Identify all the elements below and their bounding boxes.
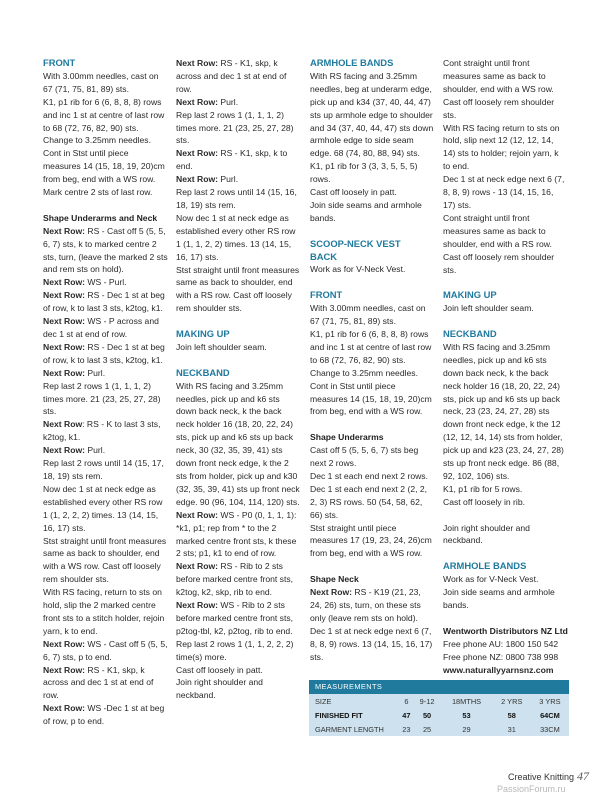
instruction-row bbox=[176, 509, 301, 561]
paragraph: Change to 3.25mm needles. bbox=[43, 135, 151, 146]
row-label: Next Row: bbox=[43, 664, 86, 675]
row-text: RS - K1, skp, k across and dec 1 st at end of row. bbox=[176, 58, 287, 94]
table-cell: 9-12 bbox=[419, 696, 435, 706]
page-footer bbox=[508, 769, 589, 784]
row-text: WS - Rib to 2 sts before marked centre front sts, p2tog-tbl, k2, p2tog, rib to end. bbox=[176, 600, 294, 636]
paragraph: K1, p1 rib for 6 (6, 8, 8, 8) rows and inc 1 st at centre of last row to 68 (72, 76, 82, 90) sts. bbox=[43, 96, 165, 133]
table-cell: 53 bbox=[462, 710, 471, 720]
paragraph: Cast off loosely in patt. bbox=[176, 664, 263, 675]
making-up-heading: MAKING UP bbox=[176, 328, 230, 340]
table-cell: 31 bbox=[507, 724, 516, 734]
row-label: Next Row: bbox=[176, 174, 219, 185]
spacer bbox=[310, 560, 435, 573]
watermark: PassionForum.ru bbox=[497, 784, 566, 794]
row-label: Next Row: bbox=[43, 277, 86, 288]
paragraph: With 3.00mm needles, cast on 67 (71, 75, 81, 89) sts. bbox=[310, 303, 426, 327]
paragraph: With RS facing, return to sts on hold, slip the 2 marked centre front sts to a stitch holder, rejoin yarn, k to end. bbox=[43, 587, 165, 636]
table-cell: 47 bbox=[402, 710, 411, 720]
table-cell: GARMENT LENGTH bbox=[315, 724, 384, 734]
paragraph: Cast off 5 (5, 5, 6, 7) sts beg next 2 rows. bbox=[310, 445, 419, 469]
distributor-name: Wentworth Distributors NZ Ltd bbox=[443, 625, 568, 636]
spacer bbox=[310, 276, 435, 289]
spacer bbox=[443, 612, 568, 625]
instruction-row bbox=[176, 57, 301, 96]
paragraph: With 3.00mm needles, cast on 67 (71, 75, 81, 89) sts. bbox=[43, 70, 159, 94]
row-text: Purl. bbox=[218, 96, 239, 107]
instruction-row bbox=[43, 276, 168, 289]
spacer bbox=[43, 199, 168, 212]
paragraph: Change to 3.25mm needles. bbox=[310, 367, 418, 378]
table-cell: 18MTHS bbox=[451, 696, 482, 706]
paragraph: Cont in Stst until piece measures 14 (15, 18, 19, 20)cm from beg, end with a WS row. bbox=[43, 148, 165, 185]
spacer bbox=[443, 276, 568, 289]
paragraph: Stst straight until piece measures 17 (19, 23, 24, 26)cm from beg, end with a WS row. bbox=[310, 522, 432, 559]
paragraph: Now dec 1 st at neck edge as established every other RS row 1 (1, 1, 2, 2) times. 13 (14, 15, 16, 17) sts. bbox=[176, 212, 296, 262]
row-label: Next Row: bbox=[43, 367, 86, 378]
table-row bbox=[309, 722, 569, 736]
paragraph: Rep last 2 rows until 14 (15, 16, 18, 19) sts rem. bbox=[176, 187, 297, 210]
column-1 bbox=[43, 57, 168, 728]
row-label: Next Row: bbox=[176, 509, 219, 520]
paragraph: Work as for V-Neck Vest. bbox=[443, 574, 539, 585]
measurements-title: MEASUREMENTS bbox=[309, 680, 569, 694]
instruction-row bbox=[43, 702, 168, 728]
instruction-row bbox=[43, 418, 168, 444]
instruction-row bbox=[43, 367, 168, 380]
paragraph: Join side seams and armhole bands. bbox=[443, 587, 555, 610]
paragraph: Rep last 2 rows until 14 (15, 17, 18, 19) sts rem. bbox=[43, 458, 164, 481]
row-text: RS - Dec 1 st at beg of row, k to last 3 sts, k2tog, k1. bbox=[43, 290, 165, 314]
paragraph: With RS facing and 3.25mm needles, pick up and k6 sts down back neck, k the back neck holder 16 (18, 20, 22, 24) sts, pick up and k6 sts up back neck, 30 (32, 35, 39, 41) sts down front neck edge, k the 2 sts from holder, pick up and k30 (32, 35, 39, 41) sts up front neck edge. 90 (96, 104, 114, 120) sts. bbox=[176, 380, 300, 507]
table-row bbox=[309, 708, 569, 722]
row-label: Next Row bbox=[43, 419, 83, 430]
paragraph: K1, p1 rib for 3 (3, 3, 5, 5, 5) rows. bbox=[310, 161, 418, 185]
instruction-row bbox=[43, 225, 168, 277]
instruction-row bbox=[43, 341, 168, 367]
paragraph: Join left shoulder seam. bbox=[443, 303, 534, 314]
paragraph: Cast off loosely in patt. bbox=[310, 187, 397, 198]
row-text: Purl. bbox=[218, 174, 239, 185]
paragraph: Join right shoulder and neckband. bbox=[443, 522, 530, 546]
paragraph: Dec 1 st at neck edge next 6 (7, 8, 8, 9) rows - 13 (14, 15, 16, 17) sts. bbox=[443, 174, 565, 210]
table-cell: SIZE bbox=[315, 696, 332, 706]
table-cell: 33CM bbox=[540, 724, 560, 734]
table-cell: FINISHED FIT bbox=[315, 710, 363, 720]
instruction-row bbox=[43, 289, 168, 315]
row-label: Next Row: bbox=[176, 561, 219, 572]
measurements-table bbox=[309, 680, 569, 736]
paragraph: Dec 1 st each end next 2 (2, 2, 2, 3) RS rows. 50 (54, 58, 62, 66) sts. bbox=[310, 483, 428, 520]
row-label: Next Row: bbox=[43, 445, 86, 456]
paragraph: Now dec 1 st at neck edge as established every other RS row 1 (1, 2, 2, 2) times. 13 (14, 15, 16, 17) sts. bbox=[43, 483, 163, 533]
neckband-heading: NECKBAND bbox=[443, 328, 497, 339]
instruction-row bbox=[43, 664, 168, 703]
paragraph: Cont straight until front measures same as back to shoulder, end with a WS row. Cast off loosely rem shoulder sts. bbox=[443, 58, 555, 120]
table-cell: 29 bbox=[462, 724, 471, 734]
row-text: WS - P0 (0, 1, 1, 1): *k1, p1; rep from * to the 2 marked centre front sts, k these 2 sts; p1, k1 to end of row. bbox=[176, 509, 297, 559]
page-number: 47 bbox=[577, 769, 590, 783]
paragraph: Join side seams and armhole bands. bbox=[310, 199, 422, 223]
subheading: Shape Underarms bbox=[310, 432, 384, 443]
paragraph: K1, p1 rib for 5 rows. bbox=[443, 483, 523, 494]
table-row bbox=[309, 694, 569, 708]
magazine-name: Creative Knitting bbox=[508, 772, 575, 782]
row-text: WS - Cast off 5 (5, 5, 6, 7) sts, p to end. bbox=[43, 638, 168, 662]
row-text: RS - K19 (21, 23, 24, 26) sts, turn, on these sts only (leave rem sts on hold). bbox=[310, 587, 421, 623]
instruction-row bbox=[43, 638, 168, 664]
paragraph: With RS facing and 3.25mm needles, beg at underarm edge, pick up and k34 (37, 40, 44, 47) sts up armhole edge to shoulder and 34 (37, 40, 44, 47) sts down armhole edge to side seam edge. 68 (74, 80, 88, 94) sts. bbox=[310, 70, 434, 159]
row-text: Purl. bbox=[85, 367, 106, 378]
instruction-row bbox=[176, 147, 301, 173]
row-label: Next Row: bbox=[176, 58, 219, 68]
subheading: Shape Underarms and Neck bbox=[43, 212, 158, 223]
instruction-row bbox=[176, 560, 301, 599]
paragraph: Cast off loosely in rib. bbox=[443, 496, 525, 507]
paragraph: Cont straight until front measures same as back to shoulder, end with a RS row. Cast off loosely rem shoulder sts. bbox=[443, 212, 555, 275]
column-2 bbox=[176, 57, 301, 702]
instruction-row bbox=[176, 599, 301, 638]
spacer bbox=[176, 315, 301, 328]
paragraph: K1, p1 rib for 6 (6, 8, 8, 8) rows and inc 1 st at centre of last row to 68 (72, 76, 82, 90) sts. bbox=[310, 329, 432, 365]
paragraph: Join left shoulder seam. bbox=[176, 341, 267, 352]
paragraph: Join right shoulder and neckband. bbox=[176, 677, 263, 701]
back-heading: BACK bbox=[310, 250, 338, 262]
row-text: RS - Cast off 5 (5, 5, 6, 7) sts, k to marked centre 2 sts, turn, (leave the marked 2 sts and rem sts on hold). bbox=[43, 225, 168, 275]
table-cell: 58 bbox=[507, 710, 516, 720]
row-label: Next Row: bbox=[43, 341, 86, 352]
row-text: WS - Purl. bbox=[85, 277, 127, 288]
column-3 bbox=[310, 57, 435, 664]
table-cell: 50 bbox=[422, 710, 432, 720]
row-label: Next Row: bbox=[43, 638, 86, 649]
paragraph: Rep last 2 rows 1 (1, 1, 2, 2, 2) time(s) more. bbox=[176, 638, 294, 662]
paragraph: Rep last 2 rows 1 (1, 1, 1, 2) times more. 21 (23, 25, 27, 28) sts. bbox=[176, 109, 294, 146]
paragraph: Rep last 2 rows 1 (1, 1, 1, 2) times more. 21 (23, 25, 27, 28) sts. bbox=[43, 380, 161, 417]
paragraph: Work as for V-Neck Vest. bbox=[310, 264, 406, 275]
front-heading: FRONT bbox=[310, 289, 343, 301]
column-4 bbox=[443, 57, 568, 676]
instruction-row bbox=[310, 586, 435, 625]
table-cell: 3 YRS bbox=[539, 696, 561, 706]
row-text: Purl. bbox=[85, 445, 106, 456]
website-link[interactable]: www.naturallyyarnsnz.com bbox=[443, 664, 554, 675]
table-cell: 2 YRS bbox=[501, 696, 523, 706]
paragraph: Dec 1 st each end next 2 rows. bbox=[310, 470, 428, 481]
paragraph: Stst straight until front measures same as back to shoulder, end with a RS row. Cast off loosely rem shoulder sts. bbox=[176, 264, 300, 314]
table-cell: 25 bbox=[422, 724, 432, 734]
phone-nz: Free phone NZ: 0800 738 998 bbox=[443, 651, 559, 662]
paragraph: Dec 1 st at neck edge next 6 (7, 8, 8, 9) rows. 13 (14, 15, 16, 17) sts. bbox=[310, 625, 433, 662]
table-cell: 64CM bbox=[540, 710, 560, 720]
row-text: RS - Dec 1 st at beg of row, k to last 3 sts, k2tog, k1. bbox=[43, 341, 165, 365]
front-heading: FRONT bbox=[43, 57, 76, 68]
spacer bbox=[443, 315, 568, 328]
spacer bbox=[310, 418, 435, 431]
row-text: WS - P across and dec 1 st at end of row. bbox=[43, 316, 159, 340]
row-label: Next Row: bbox=[43, 225, 86, 236]
neckband-heading: NECKBAND bbox=[176, 366, 230, 378]
instruction-row bbox=[176, 96, 301, 109]
table-cell: 6 bbox=[404, 696, 409, 706]
spacer bbox=[310, 225, 435, 238]
spacer bbox=[443, 509, 568, 522]
armhole-bands-heading: ARMHOLE BANDS bbox=[443, 560, 527, 572]
paragraph: Cont in Stst until piece measures 14 (15, 18, 19, 20)cm from beg, end with a WS row. bbox=[310, 380, 432, 417]
spacer bbox=[176, 354, 301, 367]
instruction-row bbox=[43, 444, 168, 457]
subheading: Shape Neck bbox=[310, 574, 359, 585]
row-label: Next Row: bbox=[43, 290, 86, 301]
row-label: Next Row: bbox=[176, 96, 219, 107]
row-label: Next Row: bbox=[43, 703, 86, 714]
spacer bbox=[443, 547, 568, 560]
scoop-neck-heading: SCOOP-NECK VEST bbox=[310, 237, 401, 249]
table-cell: 23 bbox=[402, 724, 411, 734]
instruction-row bbox=[176, 173, 301, 186]
row-label: Next Row: bbox=[176, 148, 219, 159]
row-label: Next Row: bbox=[176, 600, 219, 611]
armhole-bands-heading: ARMHOLE BANDS bbox=[310, 57, 394, 68]
paragraph: Stst straight until front measures same as back to shoulder, end with a WS row. Cast off loosely rem shoulder sts. bbox=[43, 535, 167, 585]
row-label: Next Row: bbox=[310, 587, 353, 598]
row-text: RS - Rib to 2 sts before marked centre front sts, k2tog, k2, skp, rib to end. bbox=[176, 561, 294, 598]
making-up-heading: MAKING UP bbox=[443, 289, 497, 301]
instruction-row bbox=[43, 315, 168, 341]
row-text: RS - K1, skp, k across and dec 1 st at end of row. bbox=[43, 664, 154, 701]
paragraph: With RS facing return to sts on hold, slip next 12 (12, 12, 14, 14) sts to holder; rejoin yarn, k to end. bbox=[443, 122, 560, 172]
row-text: RS - K1, skp, k to end. bbox=[176, 148, 288, 172]
row-text: : RS - K to last 3 sts, k2tog, k1. bbox=[43, 419, 161, 443]
phone-au: Free phone AU: 1800 150 542 bbox=[443, 638, 559, 649]
measurements-grid bbox=[309, 694, 569, 736]
paragraph: Mark centre 2 sts of last row. bbox=[43, 187, 153, 198]
row-text: WS -Dec 1 st at beg of row, p to end. bbox=[43, 703, 165, 727]
row-label: Next Row: bbox=[43, 316, 86, 327]
paragraph: With RS facing and 3.25mm needles, pick up and k6 sts down back neck, k the back neck holder 16 (18, 20, 22, 24) sts, pick up and k6 sts up back neck, 23 (23, 24, 27, 28) sts down front neck edge, k the 12 (12, 12, 14, 14) sts from holder, pick up and k23 (23, 24, 27, 28) sts up front neck edge. 86 (88, 92, 102, 106) sts. bbox=[443, 341, 564, 481]
